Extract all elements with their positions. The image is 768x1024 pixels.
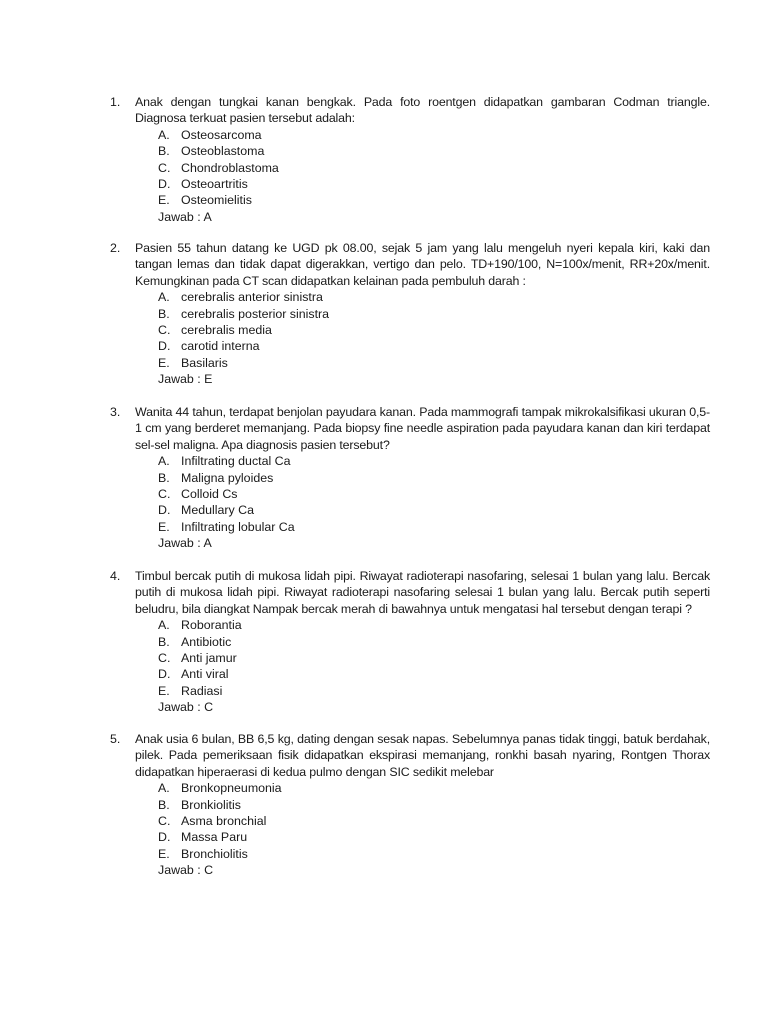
option-list	[158, 780, 710, 862]
option-e	[158, 355, 710, 371]
question-number: 3.	[110, 405, 121, 419]
option-letter: D.	[158, 503, 171, 518]
option-d	[158, 666, 710, 682]
option-text: Radiasi	[181, 683, 223, 698]
option-text: Antibiotic	[181, 634, 232, 649]
option-letter: D.	[158, 667, 171, 682]
option-d	[158, 829, 710, 845]
option-letter: A.	[158, 290, 170, 305]
option-letter: E.	[158, 519, 170, 534]
option-letter: D.	[158, 830, 171, 845]
option-text: Chondroblastoma	[181, 160, 279, 175]
question-1	[110, 94, 710, 225]
option-list	[158, 127, 710, 209]
option-text: Infiltrating lobular Ca	[181, 519, 295, 534]
option-e	[158, 846, 710, 862]
option-b	[158, 797, 710, 813]
option-text: Basilaris	[181, 355, 228, 370]
option-e	[158, 192, 710, 208]
question-text: Anak dengan tungkai kanan bengkak. Pada foto roentgen didapatkan gambaran Codman triangle. Diagnosa terkuat pasien tersebut adalah:	[135, 95, 710, 126]
option-letter: E.	[158, 683, 170, 698]
option-text: Medullary Ca	[181, 503, 254, 518]
option-text: Infiltrating ductal Ca	[181, 454, 291, 469]
question-number: 1.	[110, 95, 121, 109]
option-letter: A.	[158, 454, 170, 469]
option-list	[158, 617, 710, 699]
option-text: Maligna pyloides	[181, 470, 274, 485]
question-text: Timbul bercak putih di mukosa lidah pipi. Riwayat radioterapi nasofaring, selesai 1 bulan yang lalu. Bercak putih di mukosa lidah pipi. Riwayat radioterapi nasofaring selesai 1 bulan yang lalu. Bercak putih seperti beludru, bila diangkat Nampak bercak merah di bawahnya untuk mengatasi hal tersebut dengan terapi ?	[135, 569, 710, 616]
option-b	[158, 306, 710, 322]
option-text: Bronchiolitis	[181, 846, 248, 861]
option-a	[158, 453, 710, 469]
option-a	[158, 127, 710, 143]
answer-key: Jawab : C	[158, 863, 214, 878]
option-text: Massa Paru	[181, 830, 248, 845]
option-text: Osteosarcoma	[181, 127, 262, 142]
option-text: Osteomielitis	[181, 193, 252, 208]
answer-key: Jawab : A	[158, 536, 212, 551]
option-text: Osteoartritis	[181, 177, 248, 192]
option-letter: B.	[158, 634, 170, 649]
option-text: Bronkiolitis	[181, 797, 241, 812]
option-d	[158, 338, 710, 354]
option-text: cerebralis posterior sinistra	[181, 306, 330, 321]
option-text: carotid interna	[181, 339, 260, 354]
answer-key: Jawab : C	[158, 700, 214, 715]
question-number: 2.	[110, 241, 121, 255]
option-c	[158, 160, 710, 176]
option-text: cerebralis anterior sinistra	[181, 290, 323, 305]
option-letter: B.	[158, 470, 170, 485]
question-text: Anak usia 6 bulan, BB 6,5 kg, dating dengan sesak napas. Sebelumnya panas tidak tinggi, batuk berdahak, pilek. Pada pemeriksaan fisik didapatkan ekspirasi memanjang, ronkhi basah nyaring, Rontgen Thorax didapatkan hiperaerasi di kedua pulmo dengan SIC sedikit melebar	[135, 732, 710, 779]
option-text: Asma bronchial	[181, 814, 267, 829]
option-a	[158, 780, 710, 796]
answer-key: Jawab : E	[158, 372, 213, 387]
option-letter: C.	[158, 160, 171, 175]
option-text: cerebralis media	[181, 323, 272, 338]
option-text: Bronkopneumonia	[181, 781, 282, 796]
option-d	[158, 502, 710, 518]
question-number: 4.	[110, 569, 121, 583]
option-letter: A.	[158, 127, 170, 142]
option-b	[158, 634, 710, 650]
option-letter: B.	[158, 306, 170, 321]
question-text: Wanita 44 tahun, terdapat benjolan payudara kanan. Pada mammografi tampak mikrokalsifikasi ukuran 0,5-1 cm yang berderet memanjang. Pada biopsy fine needle aspiration pada payudara kanan dan kiri terdapat sel-sel maligna. Apa diagnosis pasien tersebut?	[135, 405, 710, 452]
option-letter: B.	[158, 144, 170, 159]
option-c	[158, 813, 710, 829]
option-b	[158, 470, 710, 486]
option-letter: A.	[158, 618, 170, 633]
option-e	[158, 683, 710, 699]
answer-key: Jawab : A	[158, 209, 212, 224]
option-letter: A.	[158, 781, 170, 796]
option-letter: E.	[158, 846, 170, 861]
option-letter: E.	[158, 193, 170, 208]
option-b	[158, 143, 710, 159]
option-list	[158, 289, 710, 371]
option-letter: C.	[158, 323, 171, 338]
option-letter: C.	[158, 814, 171, 829]
option-list	[158, 453, 710, 535]
option-d	[158, 176, 710, 192]
option-a	[158, 617, 710, 633]
option-e	[158, 519, 710, 535]
option-c	[158, 322, 710, 338]
option-letter: C.	[158, 487, 171, 502]
option-text: Anti jamur	[181, 651, 237, 666]
option-letter: D.	[158, 177, 171, 192]
option-c	[158, 486, 710, 502]
option-letter: E.	[158, 355, 170, 370]
question-2	[110, 240, 710, 388]
option-a	[158, 289, 710, 305]
option-text: Anti viral	[181, 667, 229, 682]
question-4	[110, 568, 710, 716]
option-letter: B.	[158, 797, 170, 812]
option-letter: C.	[158, 651, 171, 666]
option-text: Colloid Cs	[181, 487, 238, 502]
option-text: Roborantia	[181, 618, 242, 633]
question-5	[110, 731, 710, 879]
option-c	[158, 650, 710, 666]
question-3	[110, 404, 710, 552]
question-text: Pasien 55 tahun datang ke UGD pk 08.00, sejak 5 jam yang lalu mengeluh nyeri kepala kiri, kaki dan tangan lemas dan tidak dapat digerakkan, vertigo dan pelo. TD+190/100, N=100x/menit, RR+20x/menit. Kemungkinan pada CT scan didapatkan kelainan pada pembuluh darah :	[135, 241, 710, 288]
option-text: Osteoblastoma	[181, 144, 265, 159]
question-number: 5.	[110, 732, 121, 746]
option-letter: D.	[158, 339, 171, 354]
